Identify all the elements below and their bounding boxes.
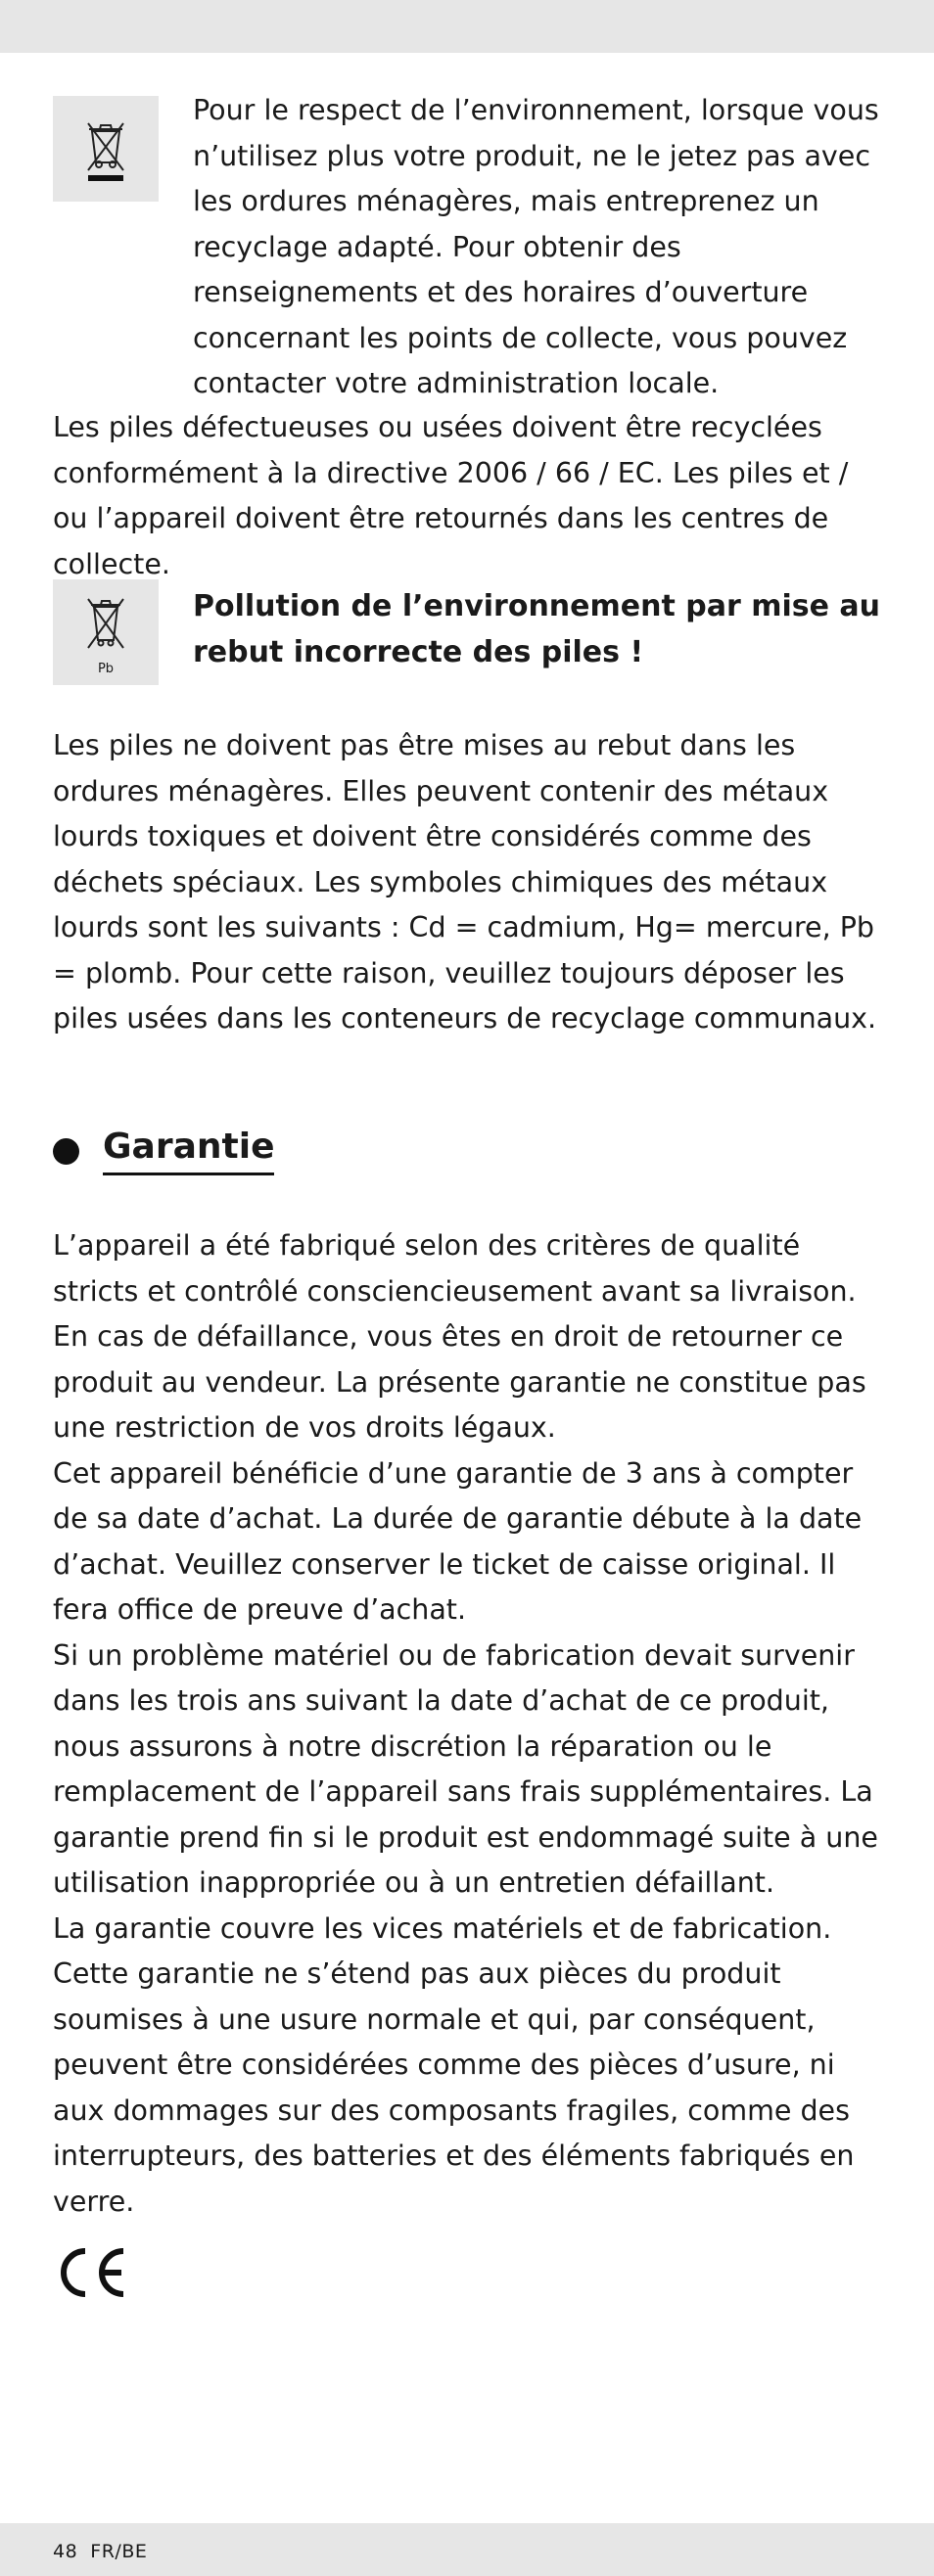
warranty-paragraph: L’appareil a été fabriqué selon des critères de qualité stricts et contrôlé consciencieusement avant sa livraison. En cas de défaillance, vous êtes en droit de retourner ce produit au vendeur. La présente garantie ne constitue pas une restriction de vos droits légaux. [53,1229,866,1444]
warranty-title: Garantie [103,1127,274,1175]
warranty-paragraph: La garantie couvre les vices matériels et de fabrication. Cette garantie ne s’étend pas aux pièces du produit soumises à une usure normale et qui, par conséquent, peuvent être considérées comme des pièces d’usure, ni aux dommages sur des composants fragiles, comme des interrupteurs, des batteries et des éléments fabriqués en verre. [53,1911,855,2218]
disposal-paragraph: Pour le respect de l’environnement, lorsque vous n’utilisez plus votre produit, ne le jetez pas avec les ordures ménagères, mais entreprenez un recyclage adapté. Pour obtenir des renseignements et des horaires d’ouverture concernant les points de collecte, vous pouvez contacter votre administration locale. [193,94,879,399]
battery-warning-title: Pollution de l’environnement par mise au rebut incorrecte des piles ! [193,589,881,669]
bullet-icon [53,1138,79,1165]
battery-warning-paragraph: Les piles ne doivent pas être mises au rebut dans les ordures ménagères. Elles peuvent contenir des métaux lourds toxiques et doivent être considérés comme des déchets spéciaux. Les symboles chimiques des métaux lourds sont les suivants : Cd = cadmium, Hg= mercure, Pb = plomb. Pour cette raison, veuillez toujours déposer les piles usées dans les conteneurs de recyclage communaux. [53,729,877,1035]
battery-icon-label: Pb [97,662,115,676]
weee-bin-icon [53,96,159,202]
page-number: 48 [53,2541,78,2562]
footer [53,2541,147,2562]
battery-bin-icon [53,579,159,685]
locale-label: FR/BE [90,2541,148,2562]
warranty-paragraph: Cet appareil bénéficie d’une garantie de 3 ans à compter de sa date d’achat. La durée de garantie débute à la date d’achat. Veuillez conserver le ticket de caisse original. Il fera office de preuve d’achat. [53,1456,863,1626]
warranty-heading [53,1124,274,1178]
warranty-body [53,1223,891,2225]
warranty-paragraph: Si un problème matériel ou de fabrication devait survenir dans les trois ans suivant la date d’achat de ce produit, nous assurons à notre discrétion la réparation ou le remplacement de l’appareil sans frais supplémentaires. La garantie prend fin si le produit est endommagé suite à une utilisation inappropriée ou à un entretien défaillant. [53,1638,878,1899]
header-band [0,0,934,53]
ce-mark-icon [53,2243,131,2306]
battery-recycling-paragraph: Les piles défectueuses ou usées doivent être recyclées conformément à la directive 2006 / 66 / EC. Les piles et / ou l’appareil doivent être retournés dans les centres de collecte. [53,411,849,580]
